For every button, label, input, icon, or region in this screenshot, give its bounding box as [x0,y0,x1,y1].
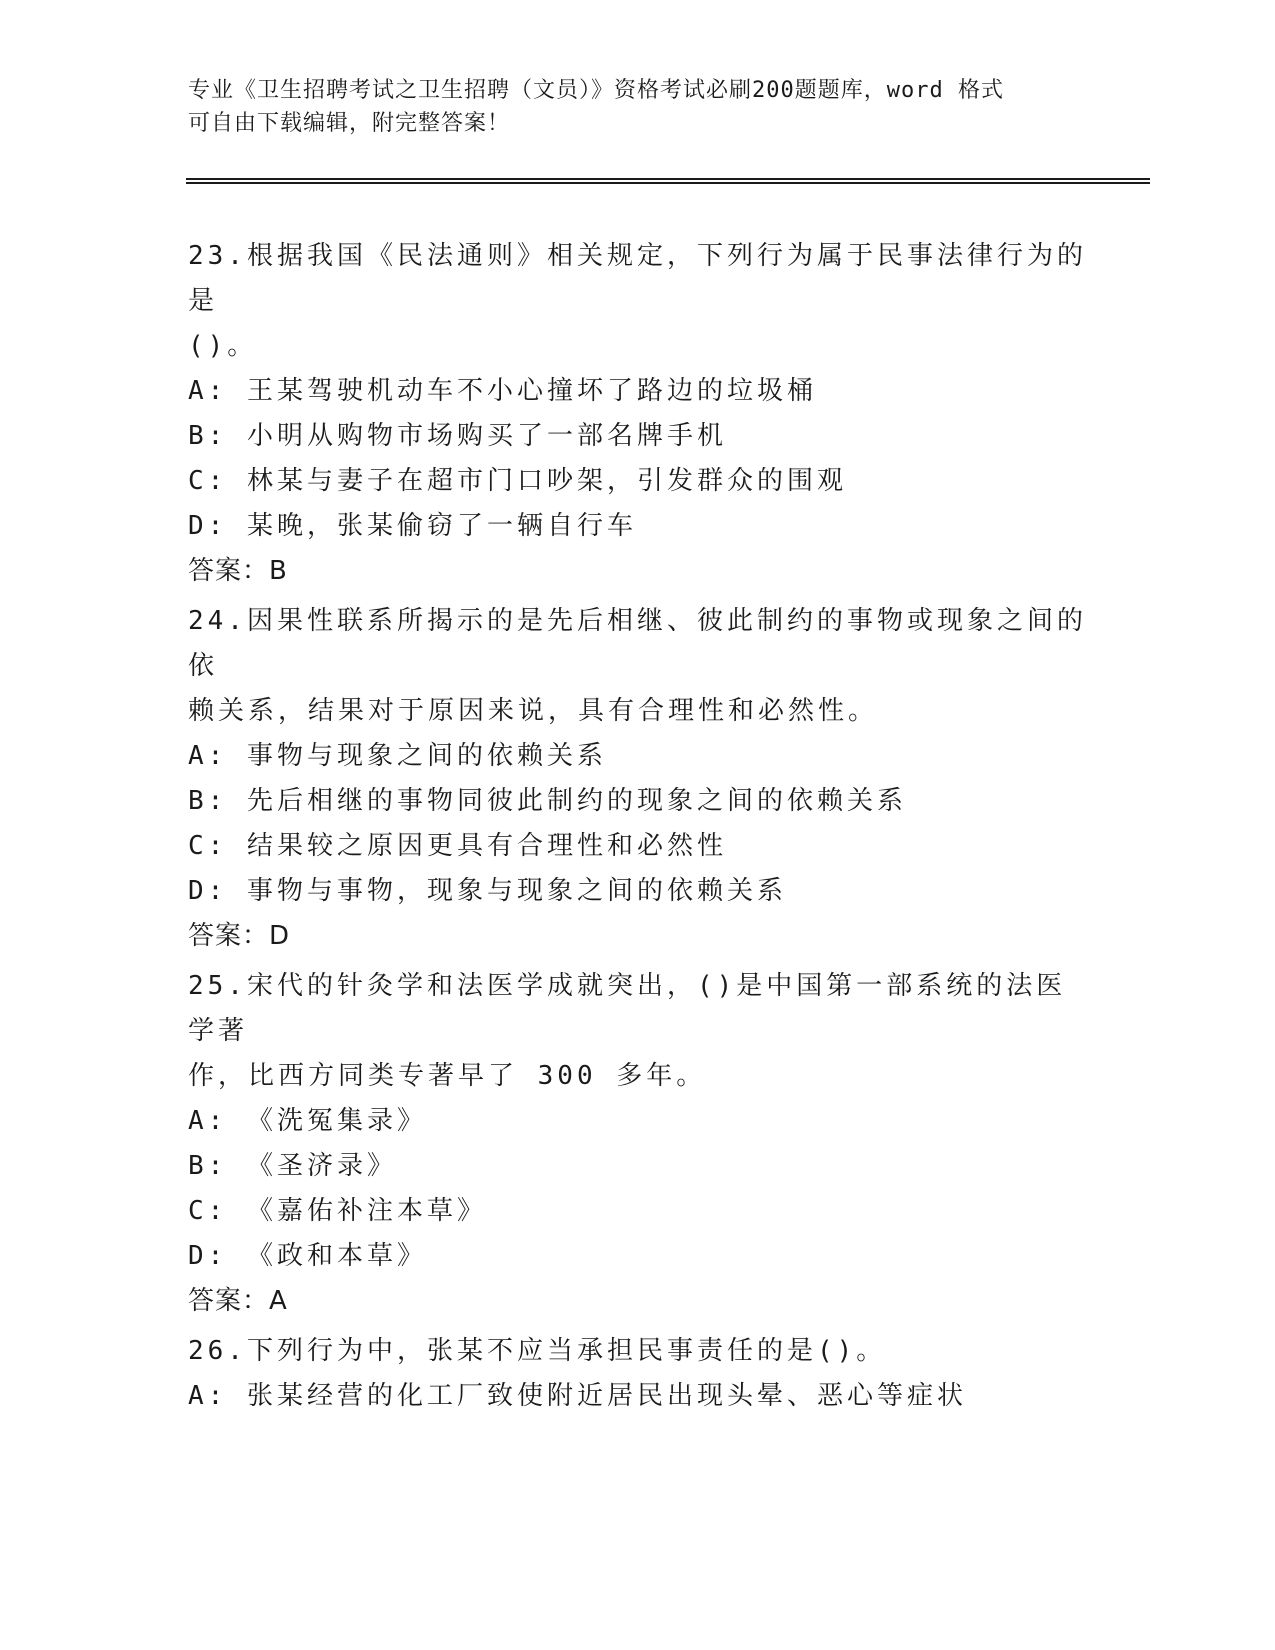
option-c: C: 林某与妻子在超市门口吵架，引发群众的围观 [188,466,847,496]
option-b: B: 小明从购物市场购买了一部名牌手机 [188,421,727,451]
header-divider [186,178,1150,184]
option-a: A: 王某驾驶机动车不小心撞坏了路边的垃圾桶 [188,376,817,406]
question-stem-line-1: 24.因果性联系所揭示的是先后相继、彼此制约的事物或现象之间的依 [188,606,1087,681]
question-stem-line-2: 赖关系，结果对于原因来说，具有合理性和必然性。 [188,696,879,726]
option-d: D: 某晚，张某偷窃了一辆自行车 [188,511,637,541]
question-stem-line-2: 作，比西方同类专著早了 300 多年。 [188,1061,707,1091]
question-23 [188,234,1088,594]
option-b: B: 《圣济录》 [188,1151,397,1181]
option-a: A: 张某经营的化工厂致使附近居民出现头晕、恶心等症状 [188,1381,967,1411]
question-24 [188,599,1088,959]
question-stem-line-2: ()。 [188,331,258,361]
option-a: A: 事物与现象之间的依赖关系 [188,741,607,771]
option-d: D: 事物与事物，现象与现象之间的依赖关系 [188,876,787,906]
option-b: B: 先后相继的事物同彼此制约的现象之间的依赖关系 [188,786,907,816]
answer: 答案：A [188,1286,288,1316]
question-stem-line-1: 23.根据我国《民法通则》相关规定，下列行为属于民事法律行为的是 [188,241,1087,316]
option-c: C: 结果较之原因更具有合理性和必然性 [188,831,727,861]
header-line-2: 可自由下载编辑，附完整答案！ [188,111,511,136]
answer: 答案：B [188,556,288,586]
document-header [188,74,1088,140]
question-26 [188,1329,1088,1419]
answer: 答案：D [188,921,291,951]
header-line-1: 专业《卫生招聘考试之卫生招聘（文员）》资格考试必刷200题题库，word 格式 [188,78,1004,103]
question-25 [188,964,1088,1324]
option-a: A: 《洗冤集录》 [188,1106,427,1136]
question-stem-line-1: 26.下列行为中，张某不应当承担民事责任的是()。 [188,1336,887,1366]
option-d: D: 《政和本草》 [188,1241,427,1271]
option-c: C: 《嘉佑补注本草》 [188,1196,487,1226]
question-stem-line-1: 25.宋代的针灸学和法医学成就突出，()是中国第一部系统的法医学著 [188,971,1067,1046]
